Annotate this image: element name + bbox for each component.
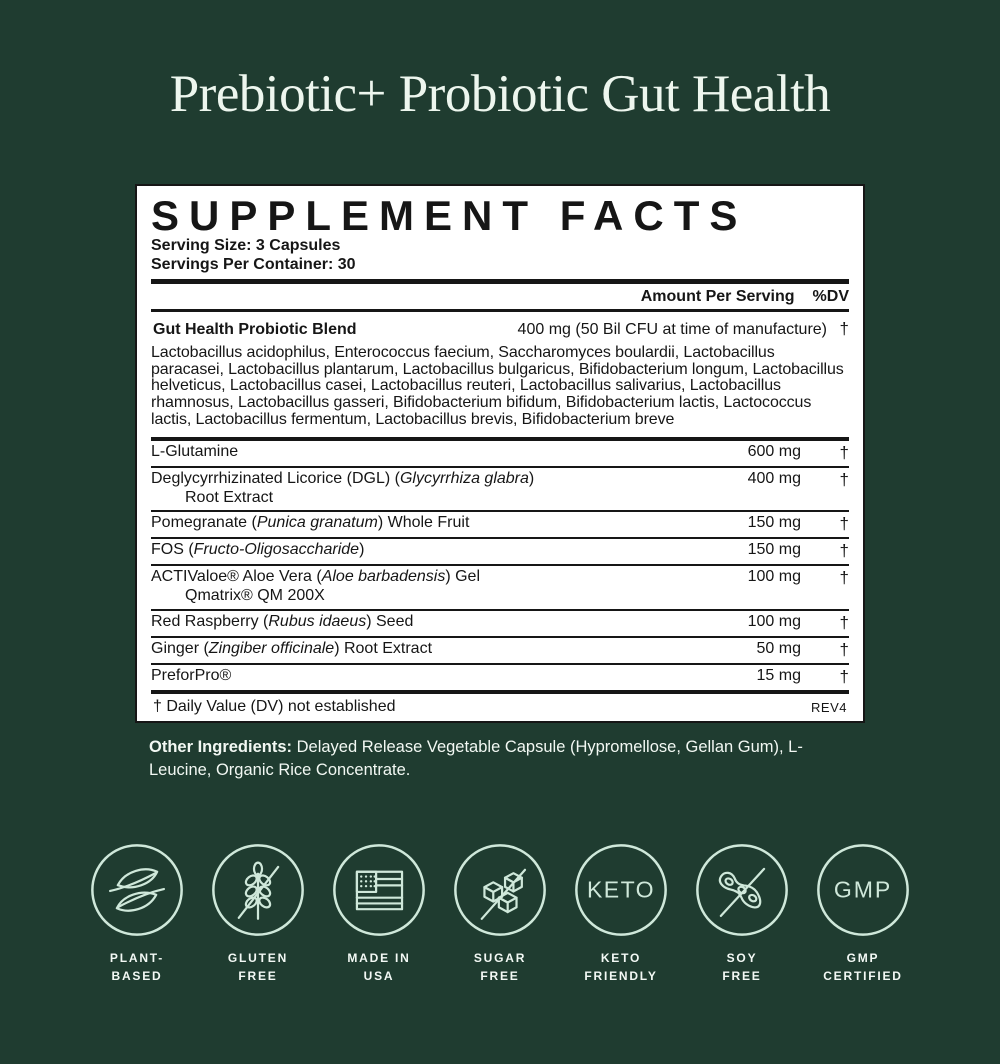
ingredient-amount: 150 mg: [747, 514, 801, 532]
ingredient-row: [151, 537, 849, 564]
certification-badges-row: [0, 842, 1000, 985]
supplement-facts-panel: [135, 184, 865, 723]
dv-dagger: †: [839, 469, 849, 489]
ingredient-row: [151, 466, 849, 511]
ingredient-name: L-Glutamine: [151, 442, 239, 460]
keto-circle-icon: [565, 842, 678, 938]
dv-dagger: †: [839, 613, 849, 633]
ingredient-amount: 15 mg: [756, 667, 801, 685]
other-ingredients-text: Delayed Release Vegetable Capsule (Hypromellose, Gellan Gum), L-Leucine, Organic Rice Concentrate.: [149, 738, 803, 779]
dv-dagger: †: [839, 568, 849, 588]
ingredient-amount: 400 mg: [747, 469, 801, 487]
badge-sugar-free: [444, 842, 557, 985]
badge-keto-friendly: [565, 842, 678, 985]
ingredient-row: [151, 663, 849, 690]
ingredient-amount: 150 mg: [747, 541, 801, 559]
badge-label: GMP CERTIFIED: [823, 950, 903, 983]
ingredient-amount: 100 mg: [747, 568, 801, 586]
ingredient-name: PreforPro®: [151, 667, 232, 685]
ingredient-row: [151, 510, 849, 537]
badge-gluten-free: [202, 842, 315, 985]
blend-dv-dagger: †: [839, 318, 849, 338]
ingredient-amount: 100 mg: [747, 613, 801, 631]
other-ingredients: [135, 736, 865, 782]
probiotic-strains-list: Lactobacillus acidophilus, Enterococcus faecium, Saccharomyces boulardii, Lactobacillus paracasei, Lactobacillus plantarum, Lactobacillus bulgaricus, Bifidobacterium longum, Lactobacillus helveticus, Lactobacillus casei, Lactobacillus reuteri, Lactobacillus salivarius, Lactobacillus rhamnosus, Lactobacillus gasseri, Bifidobacterium bifidum, Bifidobacterium lactis, Lactococcus lactis, Lactobacillus fermentum, Lactobacillus brevis, Bifidobacterium breve: [151, 343, 844, 428]
badge-label: MADE IN USA: [347, 950, 411, 983]
ingredient-rows: [151, 437, 849, 691]
ingredient-name: ACTIValoe® Aloe Vera (Aloe barbadensis) Gel Qmatrix® QM 200X: [151, 568, 480, 605]
blend-amount: 400 mg (50 Bil CFU at time of manufacture): [517, 320, 827, 338]
other-ingredients-label: Other Ingredients:: [149, 738, 293, 757]
ingredient-row: [151, 441, 849, 466]
ingredient-amount: 50 mg: [756, 640, 801, 658]
dv-dagger: †: [839, 442, 849, 462]
serving-size: Serving Size: 3 Capsules: [151, 237, 341, 254]
page-title: Prebiotic+ Probiotic Gut Health: [169, 65, 831, 123]
ingredient-name: Deglycyrrhizinated Licorice (DGL) (Glycyrrhiza glabra) Root Extract: [151, 469, 535, 506]
amount-per-serving-header: Amount Per Serving: [640, 287, 795, 305]
ingredient-row: [151, 636, 849, 663]
usa-flag-icon: [323, 842, 436, 938]
dv-dagger: †: [839, 541, 849, 561]
plant-leaves-icon: [81, 842, 194, 938]
badge-gmp-certified: [807, 842, 920, 985]
daily-value-note: † Daily Value (DV) not established: [153, 698, 396, 716]
daily-value-row: [151, 690, 849, 721]
ingredient-row: [151, 609, 849, 636]
sugar-cubes-crossed-icon: [444, 842, 557, 938]
ingredient-name: Pomegranate (Punica granatum) Whole Fruit: [151, 514, 470, 532]
dv-dagger: †: [839, 514, 849, 534]
soy-pod-crossed-icon: [686, 842, 799, 938]
svg-text:KETO: KETO: [586, 876, 656, 903]
dv-dagger: †: [839, 667, 849, 687]
ingredient-row: [151, 564, 849, 609]
blend-row: [151, 312, 849, 341]
ingredient-amount: 600 mg: [747, 442, 801, 460]
ingredient-name: Red Raspberry (Rubus idaeus) Seed: [151, 613, 414, 631]
badge-soy-free: [686, 842, 799, 985]
ingredient-name: FOS (Fructo-Oligosaccharide): [151, 541, 365, 559]
percent-dv-header: %DV: [812, 287, 849, 305]
badge-label: KETO FRIENDLY: [584, 950, 658, 983]
svg-text:GMP: GMP: [833, 876, 893, 903]
badge-plant--based: [81, 842, 194, 985]
servings-per-container: Servings Per Container: 30: [151, 255, 356, 273]
ingredient-name: Ginger (Zingiber officinale) Root Extract: [151, 640, 433, 658]
wheat-crossed-icon: [202, 842, 315, 938]
supplement-facts-heading: SUPPLEMENT FACTS: [151, 192, 748, 239]
badge-label: SUGAR FREE: [473, 950, 527, 983]
badge-label: SOY FREE: [722, 950, 762, 983]
rev-label: REV4: [811, 699, 847, 715]
gmp-circle-icon: [807, 842, 920, 938]
badge-madein-usa: [323, 842, 436, 985]
badge-label: PLANT- BASED: [109, 950, 165, 983]
blend-name: Gut Health Probiotic Blend: [153, 320, 357, 338]
dv-dagger: †: [839, 640, 849, 660]
badge-label: GLUTEN FREE: [227, 950, 289, 983]
